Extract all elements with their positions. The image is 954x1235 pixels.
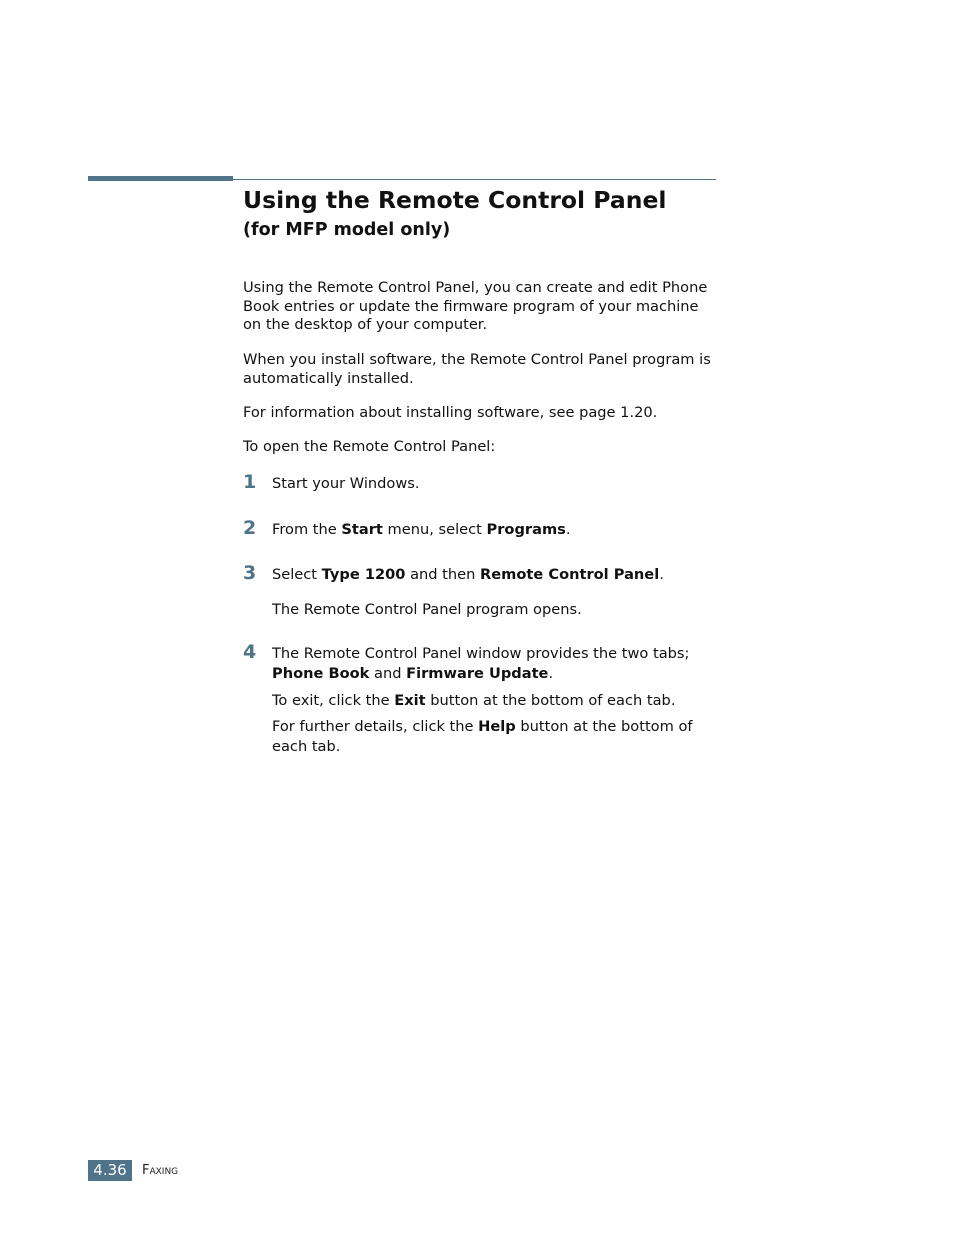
chapter-name: Faxing (142, 1163, 179, 1178)
button-name-exit: Exit (394, 692, 426, 709)
menu-name-type-1200: Type 1200 (321, 566, 406, 583)
step-number-1: 1 (243, 471, 257, 493)
button-name-help: Help (478, 718, 516, 735)
page-subtitle: (for MFP model only) (243, 220, 451, 240)
step-number-3: 3 (243, 562, 257, 584)
intro-paragraph-3: For information about installing software, see page 1.20. (243, 404, 658, 421)
step-number-2: 2 (243, 517, 257, 539)
step-3-result: The Remote Control Panel program opens. (272, 601, 582, 618)
menu-name-start: Start (341, 521, 383, 538)
menu-name-remote-control-panel: Remote Control Panel (480, 566, 660, 583)
step-text-4: The Remote Control Panel window provides the two tabs; Phone Book and Firmware Update. (272, 645, 690, 682)
step-4-help-note: For further details, click the Help button at the bottom of each tab. (272, 718, 693, 755)
header-accent-bar (88, 176, 233, 181)
step-number-4: 4 (243, 641, 257, 663)
step-text-2: From the Start menu, select Programs. (272, 521, 571, 538)
intro-paragraph-2: When you install software, the Remote Control Panel program is automatically installed. (243, 351, 711, 387)
page-title: Using the Remote Control Panel (243, 186, 667, 214)
step-text-1: Start your Windows. (272, 475, 420, 492)
tab-name-firmware-update: Firmware Update (406, 664, 549, 682)
menu-name-programs: Programs (486, 521, 566, 538)
intro-paragraph-4: To open the Remote Control Panel: (243, 438, 496, 455)
step-text-3: Select Type 1200 and then Remote Control Panel. (272, 566, 664, 583)
step-4-exit-note: To exit, click the Exit button at the bottom of each tab. (272, 692, 676, 709)
header-rule (233, 179, 716, 180)
intro-paragraph-1: Using the Remote Control Panel, you can create and edit Phone Book entries or update the firmware program of your machine on the desktop of your computer. (243, 279, 708, 333)
tab-name-phone-book: Phone Book (272, 664, 370, 682)
page-number: 4.36 (88, 1160, 132, 1181)
